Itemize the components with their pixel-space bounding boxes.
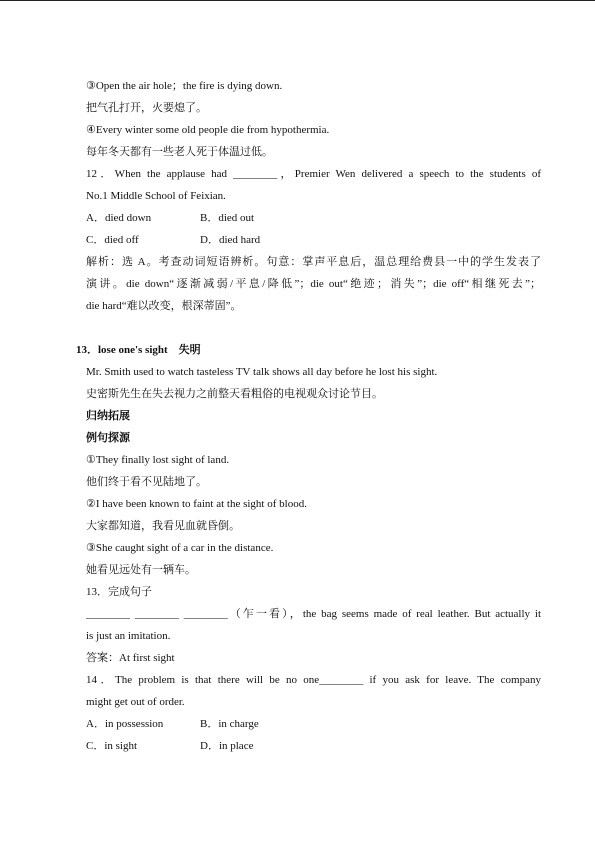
question-12-options-row1 — [86, 211, 254, 225]
example-3b-english: ③She caught sight of a car in the distance. — [86, 542, 274, 554]
example-2-english: ②I have been known to faint at the sight of blood. — [86, 498, 307, 510]
subheading-summary: 归纳拓展 — [86, 410, 130, 422]
page-top-rule — [0, 0, 595, 1]
question-14-stem-cont: might get out of order. — [86, 696, 185, 708]
heading-example-english: Mr. Smith used to watch tasteless TV talk shows all day before he lost his sight. — [86, 366, 438, 378]
exercise-13-answer: 答案：At first sight — [86, 652, 175, 664]
option-a: A．in possession — [86, 718, 164, 730]
exercise-13-sentence: ________ ________ ________（乍一看），the bag seems made of real leather. But actually it — [86, 608, 541, 620]
question-12-stem: 12．When the applause had ________，Premier Wen delivered a speech to the students of — [86, 168, 541, 180]
example-3-chinese: 把气孔打开，火要熄了。 — [86, 102, 207, 114]
example-1-english: ①They finally lost sight of land. — [86, 454, 230, 466]
example-4-english: ④Every winter some old people die from hypothermia. — [86, 124, 330, 136]
option-d: D．died hard — [200, 234, 261, 246]
option-b: B．died out — [200, 212, 255, 224]
question-12-options-row2 — [86, 233, 260, 247]
example-4-chinese: 每年冬天都有一些老人死于体温过低。 — [86, 146, 273, 158]
heading-example-chinese: 史密斯先生在失去视力之前整天看粗俗的电视观众讨论节目。 — [86, 388, 383, 400]
option-c: C．in sight — [86, 740, 138, 752]
explanation-line-2: 演讲。die down“逐渐减弱/平息/降低”；die out“绝迹；消失”；die off“相继死去”； — [86, 278, 541, 290]
example-2-chinese: 大家都知道，我看见血就昏倒。 — [86, 520, 240, 532]
option-b: B．in charge — [200, 718, 259, 730]
question-14-options-row2 — [86, 739, 253, 753]
section-heading: 13．lose one's sight 失明 — [76, 344, 201, 356]
example-3b-chinese: 她看见远处有一辆车。 — [86, 564, 196, 576]
explanation-line-3: die hard“难以改变，根深蒂固”。 — [86, 300, 242, 312]
example-3-english: ③Open the air hole；the fire is dying down. — [86, 80, 283, 92]
exercise-13-sentence-cont: is just an imitation. — [86, 630, 171, 642]
option-a: A．died down — [86, 212, 152, 224]
example-1-chinese: 他们终于看不见陆地了。 — [86, 476, 207, 488]
question-14-options-row1 — [86, 717, 259, 731]
subheading-examples: 例句探源 — [86, 432, 130, 444]
option-d: D．in place — [200, 740, 254, 752]
question-14-stem: 14．The problem is that there will be no one________ if you ask for leave. The company — [86, 674, 541, 686]
question-12-stem-cont: No.1 Middle School of Feixian. — [86, 190, 226, 202]
explanation-line-1: 解析：选 A。考查动词短语辨析。句意：掌声平息后，温总理给费县一中的学生发表了 — [86, 256, 541, 268]
exercise-13-title: 13．完成句子 — [86, 586, 152, 598]
option-c: C．died off — [86, 234, 139, 246]
